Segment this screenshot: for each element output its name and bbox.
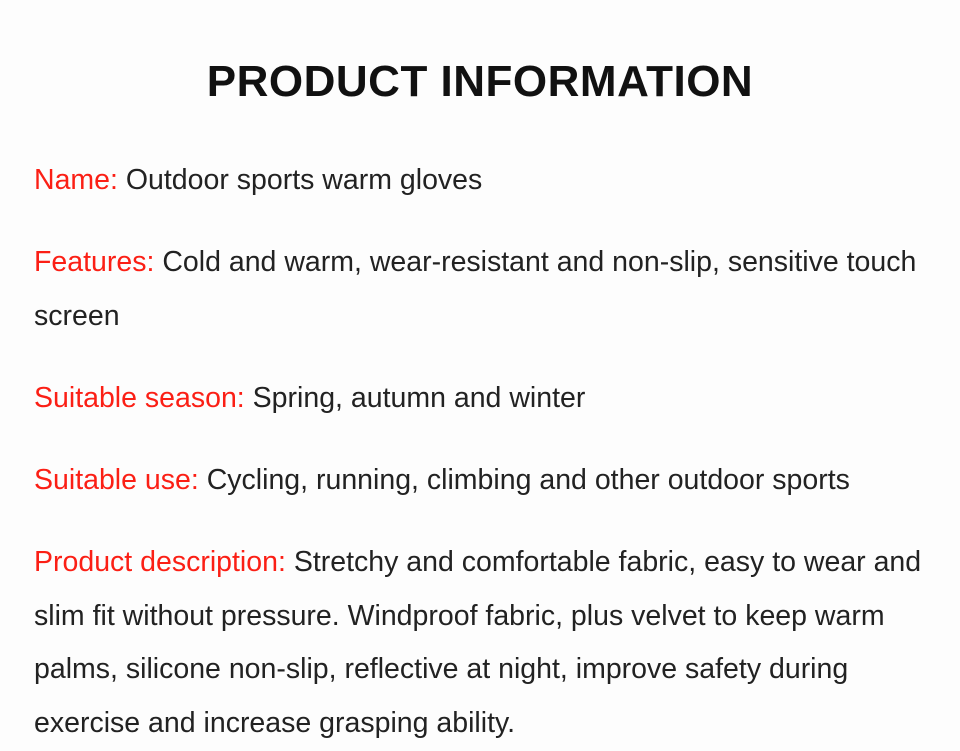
spec-value-features: Cold and warm, wear-resistant and non-slip, sensitive touch screen [34,246,917,333]
spec-label-features: Features: [34,246,155,279]
spec-row-product-description [34,536,926,750]
spec-value-product-description: Stretchy and comfortable fabric, easy to wear and slim fit without pressure. Windproof fabric, plus velvet to keep warm palms, silicone non-slip, reflective at night, improve safety during exercise and increase grasping ability. [34,546,922,740]
spec-row-features [34,236,926,343]
spec-list [34,154,926,750]
spec-value-suitable-use: Cycling, running, climbing and other outdoor sports [206,464,850,497]
spec-value-name: Outdoor sports warm gloves [125,164,483,197]
spec-value-suitable-season: Spring, autumn and winter [252,382,586,415]
spec-label-product-description: Product description: [34,546,286,579]
page-title: PRODUCT INFORMATION [206,57,754,106]
spec-row-suitable-season [34,372,926,426]
spec-row-name [34,154,926,208]
spec-label-suitable-use: Suitable use: [34,464,199,497]
spec-row-suitable-use [34,454,926,508]
spec-label-name: Name: [34,164,118,197]
spec-label-suitable-season: Suitable season: [34,382,245,415]
